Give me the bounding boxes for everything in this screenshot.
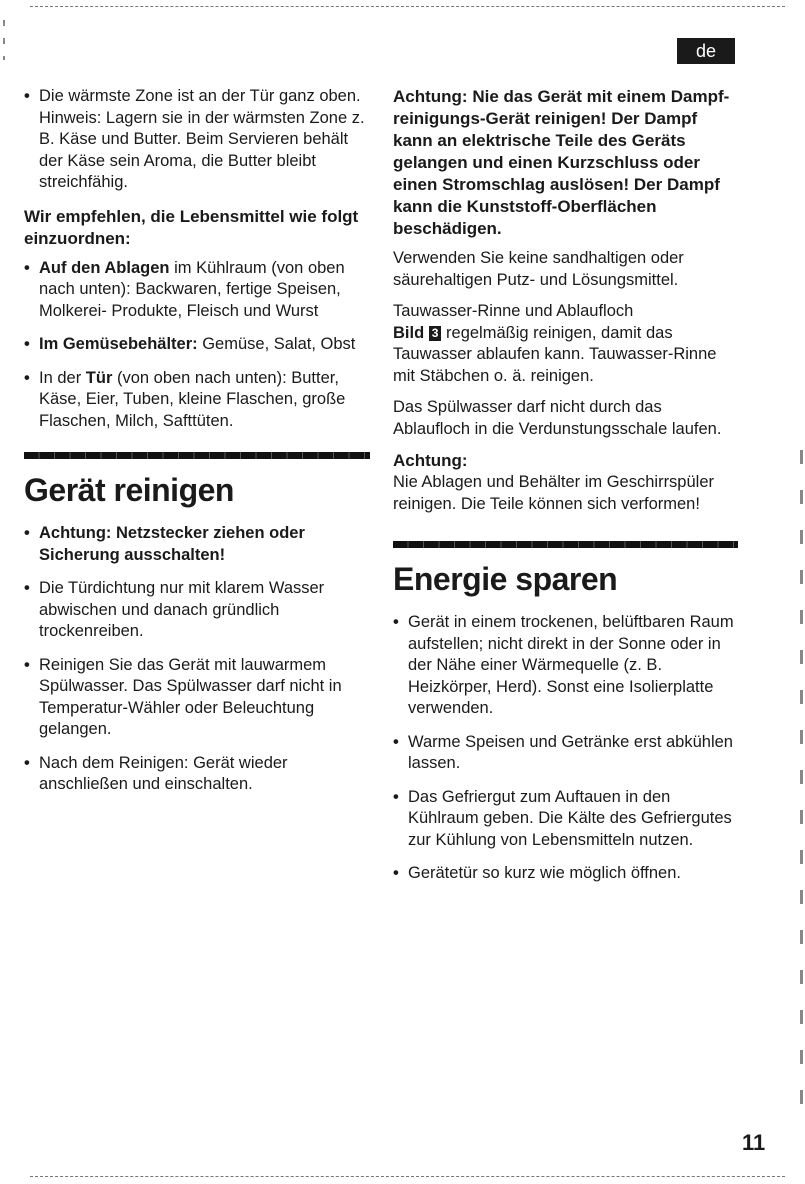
section-heading-energy: Energie sparen [393, 561, 618, 597]
drain-text-post: regelmäßig reinigen, damit das Tauwasser ablaufen kann. Tauwasser-Rinne mit Stäbchen o. ä. reinigen. [393, 323, 717, 385]
achtung-label: Achtung: [393, 451, 468, 470]
list-item [24, 368, 370, 433]
energy-list [393, 612, 738, 885]
list-item [24, 258, 370, 323]
list-item-text: (von oben nach unten): Butter, Käse, Eier, Tuben, kleine Flaschen, große Flaschen, Milch, Safttüten. [39, 368, 346, 430]
page-number: 11 [742, 1130, 766, 1155]
section-heading-clean: Gerät reinigen [24, 472, 234, 508]
list-item-bold: Tür [85, 368, 113, 387]
list-item-bold: Auf den Ablagen [39, 258, 170, 277]
list-item: • Gerät in einem trockenen, belüftbaren Raum aufstellen; nicht direkt in der Sonne oder in der Nähe einer Wärmequelle (z. B. Heizkörper, Herd). Sonst eine Isolierplatte verwenden. [393, 612, 738, 720]
list-item: • Die wärmste Zone ist an der Tür ganz oben. Hinweis: Lagern sie in der wärmsten Zone z. B. Käse und Butter. Beim Servieren behält der Käse sein Aroma, die Butter bleibt streichfähig. [24, 86, 370, 194]
right-margin-marks [800, 450, 803, 1110]
drain-text-pre: Tauwasser-Rinne und Ablaufloch [393, 302, 634, 320]
list-item: • Die Türdichtung nur mit klarem Wasser abwischen und danach gründlich trockenreiben. [24, 578, 370, 643]
list-item: • Warme Speisen und Getränke erst abkühlen lassen. [393, 732, 738, 775]
list-item: • Reinigen Sie das Gerät mit lauwarmem Spülwasser. Das Spülwasser darf nicht in Temperatur-Wähler oder Beleuchtung gelangen. [24, 655, 370, 741]
list-item: • Achtung: Netzstecker ziehen oder Sicherung ausschalten! [24, 523, 370, 566]
section-divider [393, 541, 738, 548]
steam-warning: Achtung: Nie das Gerät mit einem Dampf- reinigungs-Gerät reinigen! Der Dampf kann an elektrische Teile des Geräts gelangen und einen Kurzschluss oder einen Stromschlag auslösen! Der Dampf kann die Kunststoff-Oberflächen beschädigen. [393, 87, 730, 238]
drain-paragraph [393, 301, 738, 387]
right-column [393, 86, 738, 897]
list-item: • Gerätetür so kurz wie möglich öffnen. [393, 863, 738, 885]
list-item-text: Gemüse, Salat, Obst [197, 335, 356, 353]
left-column [24, 86, 370, 808]
intro-list [24, 86, 370, 194]
list-item: • Das Gefriergut zum Auftauen in den Kühlraum geben. Die Kälte des Gefriergutes zur Kühlung von Lebensmitteln nutzen. [393, 787, 738, 852]
list-item-bold: Im Gemüsebehälter: [39, 335, 198, 353]
list-item: • Nach dem Reinigen: Gerät wieder anschließen und einschalten. [24, 753, 370, 796]
figure-reference: Bild [393, 323, 425, 342]
clean-list [24, 523, 370, 796]
list-item-pre: In der [39, 368, 86, 387]
list-item-text: im Kühlraum (von oben nach unten): Backwaren, fertige Speisen, Molkerei- Produkte, Fleisch und Wurst [39, 258, 345, 320]
recommend-list [24, 258, 370, 433]
section-divider [24, 452, 370, 459]
bottom-dashed-border [30, 1176, 785, 1177]
cleaners-paragraph: Verwenden Sie keine sandhaltigen oder säurehaltigen Putz- und Lösungsmittel. [393, 249, 684, 289]
top-dashed-border [30, 6, 785, 7]
rinse-paragraph: Das Spülwasser darf nicht durch das Ablaufloch in die Verdunstungsschale laufen. [393, 398, 722, 438]
figure-number-badge: 3 [429, 326, 442, 341]
left-margin-marks [3, 20, 5, 60]
recommend-heading: Wir empfehlen, die Lebensmittel wie folgt einzuordnen: [24, 206, 359, 248]
achtung-text: Nie Ablagen und Behälter im Geschirrspüler reinigen. Die Teile können sich verformen! [393, 473, 715, 513]
language-badge: de [677, 38, 735, 64]
list-item [24, 334, 370, 356]
